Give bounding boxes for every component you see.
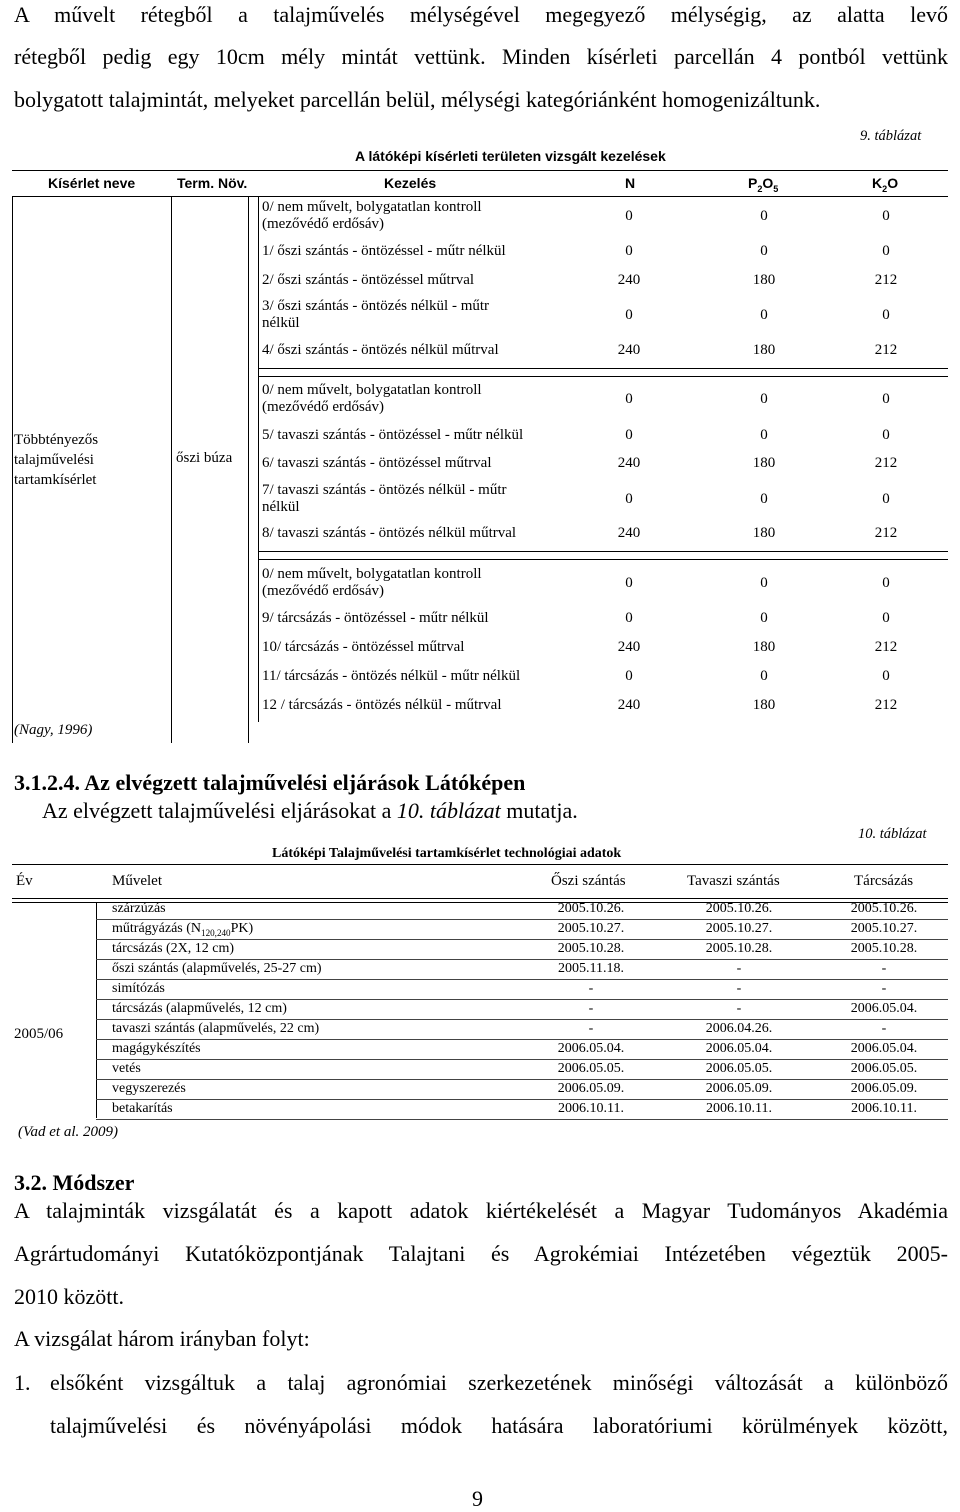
- table9-row-4-k: 212: [874, 342, 898, 358]
- table10-row-cell-b: -: [736, 1001, 742, 1016]
- table10-header-rule: [12, 898, 948, 899]
- intro-line-3: bolygatott talajmintát, melyeket parcellán belül, mélységi kategóriánként homogenizáltunk.: [14, 87, 821, 112]
- method-item-1a: elsőként vizsgáltuk a talaj agronómiai szerkezetének minőségi változását a különböző: [50, 1370, 948, 1395]
- table9-header-kiserlet: Kísérlet neve: [48, 175, 136, 191]
- table9-row-13-treatment: 11/ tárcsázás - öntözés nélkül - műtr nélkül: [262, 668, 521, 684]
- table10-label: 10. táblázat: [858, 826, 927, 842]
- table9-row-8-n: 0: [625, 491, 633, 507]
- table9-top-rule: [12, 170, 948, 171]
- table9-row-1-p: 0: [760, 243, 768, 259]
- table9-row-9-k: 212: [874, 525, 898, 541]
- table9-row-1-treatment: 1/ őszi szántás - öntözéssel - műtr nélkül: [262, 243, 506, 259]
- table9-row-7-n: 240: [617, 455, 641, 471]
- table9-row-2-n: 240: [617, 272, 641, 288]
- table10-row-cell-b: -: [736, 961, 742, 976]
- table10-row-cell-c: 2005.10.26.: [850, 901, 918, 916]
- table10-year: 2005/06: [14, 1026, 64, 1042]
- table9-row-1-k: 0: [882, 243, 890, 259]
- table10-row-cell-b: 2005.10.27.: [705, 921, 773, 936]
- section-heading: 3.1.2.4. Az elvégzett talajművelési eljárások Látóképen: [14, 770, 526, 795]
- table10-row-cell-a: 2006.05.05.: [557, 1061, 625, 1076]
- table9-row-10-n: 0: [625, 575, 633, 591]
- method-line-1: A talajminták vizsgálatát és a kapott adatok kiértékelését a Magyar Tudományos Akadémia: [14, 1198, 948, 1223]
- table10-row-operation: simítózás: [112, 981, 165, 996]
- table10-row-cell-c: 2006.05.04.: [850, 1041, 918, 1056]
- method-item-number: 1.: [14, 1370, 31, 1395]
- table10-row-operation: őszi szántás (alapművelés, 25-27 cm): [112, 961, 322, 976]
- table9-row-8-p: 0: [760, 491, 768, 507]
- table9-crop: őszi búza: [176, 450, 233, 466]
- table9-row-2-p: 180: [752, 272, 776, 288]
- table9-row-9-p: 180: [752, 525, 776, 541]
- table9-row-13-p: 0: [760, 668, 768, 684]
- table10-top-rule: [12, 864, 948, 865]
- table10-row-rule: [96, 999, 948, 1000]
- table10-row-cell-a: 2006.05.09.: [557, 1081, 625, 1096]
- table10-header-tavasz: Tavaszi szántás: [687, 873, 780, 889]
- table9-header-k2o: $K_2O$: [872, 175, 899, 194]
- table9-row-11-treatment: 9/ tárcsázás - öntözéssel - műtr nélkül: [262, 610, 489, 626]
- table9-row-0-n: 0: [625, 208, 633, 224]
- table9-row-6-n: 0: [625, 427, 633, 443]
- table9-row-8-k: 0: [882, 491, 890, 507]
- table10-row-rule: [96, 1079, 948, 1080]
- table9-row-4-n: 240: [617, 342, 641, 358]
- intro-line-1: A művelt rétegből a talajművelés mélységével megegyező mélységig, az alatta levő: [14, 2, 948, 27]
- table9-row-10-p: 0: [760, 575, 768, 591]
- table9-row-5-treatment: 0/ nem művelt, bolygatatlan kontroll (mezővédő erdősáv): [262, 382, 482, 415]
- table10-row-rule: [96, 939, 948, 940]
- table9-row-0-p: 0: [760, 208, 768, 224]
- table9-row-4-treatment: 4/ őszi szántás - öntözés nélkül műtrval: [262, 342, 499, 358]
- table9-row-3-k: 0: [882, 307, 890, 323]
- table10-title: Látóképi Talajművelési tartamkísérlet technológiai adatok: [272, 846, 622, 861]
- table10-row-cell-c: 2006.05.09.: [850, 1081, 918, 1096]
- table10-row-cell-a: -: [588, 1021, 594, 1036]
- table10-row-cell-a: 2005.10.27.: [557, 921, 625, 936]
- table9-row-14-k: 212: [874, 697, 898, 713]
- table9-header-term: Term. Növ.: [177, 175, 248, 191]
- table10-header-osz: Őszi szántás: [551, 873, 626, 889]
- table10-row-cell-a: 2005.10.28.: [557, 941, 625, 956]
- table10-row-cell-b: 2006.05.04.: [705, 1041, 773, 1056]
- table10-header-muvelet: Művelet: [112, 873, 162, 889]
- table9-header-kezeles: Kezelés: [384, 175, 437, 191]
- table9-row-2-treatment: 2/ őszi szántás - öntözéssel műtrval: [262, 272, 475, 288]
- table9-row-9-treatment: 8/ tavaszi szántás - öntözés nélkül műtrval: [262, 525, 517, 541]
- table9-row-6-treatment: 5/ tavaszi szántás - öntözéssel - műtr nélkül: [262, 427, 524, 443]
- table10-row-cell-c: -: [881, 1021, 887, 1036]
- table9-block2-rule: [258, 551, 948, 552]
- table10-row-operation: tárcsázás (alapművelés, 12 cm): [112, 1001, 287, 1016]
- table10-header-tarcsa: Tárcsázás: [854, 873, 914, 889]
- table10-row-rule: [96, 919, 948, 920]
- table9-row-13-k: 0: [882, 668, 890, 684]
- table10-year-rule: [96, 902, 97, 1118]
- table10-row-cell-a: -: [588, 981, 594, 996]
- table10-row-cell-a: 2006.05.04.: [557, 1041, 625, 1056]
- table10-row-operation: betakarítás: [112, 1101, 173, 1116]
- table9-left-rule: [12, 197, 13, 743]
- table9-row-12-n: 240: [617, 639, 641, 655]
- table10-row-cell-c: -: [881, 981, 887, 996]
- table10-row-rule: [96, 959, 948, 960]
- table9-header-n: N: [625, 175, 636, 191]
- table10-source: (Vad et al. 2009): [18, 1124, 118, 1140]
- table9-row-12-k: 212: [874, 639, 898, 655]
- table10-row-operation: magágykészítés: [112, 1041, 201, 1056]
- table10-row-cell-b: 2005.10.28.: [705, 941, 773, 956]
- table9-label: 9. táblázat: [860, 128, 922, 144]
- table10-row-cell-b: 2005.10.26.: [705, 901, 773, 916]
- table9-row-3-treatment: 3/ őszi szántás - öntözés nélkül - műtr nélkül: [262, 298, 490, 331]
- table10-row-cell-a: 2005.11.18.: [558, 961, 624, 976]
- table9-experiment-name: Többtényezős talajművelési tartamkísérlet: [14, 432, 99, 488]
- page-number: 9: [472, 1486, 483, 1511]
- table9-kezeles-left-rule: [258, 197, 259, 722]
- table9-row-14-treatment: 12 / tárcsázás - öntözés nélkül - műtrval: [262, 697, 502, 713]
- section-line: Az elvégzett talajművelési eljárásokat a 10. táblázat mutatja.: [42, 798, 578, 823]
- table10-row-operation: tárcsázás (2X, 12 cm): [112, 941, 235, 956]
- table10-row-cell-b: -: [736, 981, 742, 996]
- table10-row-operation: műtrágyázás $(N_{120,240}PK)$: [112, 921, 254, 938]
- table10-row-cell-b: 2006.05.09.: [705, 1081, 773, 1096]
- table10-row-operation: tavaszi szántás (alapművelés, 22 cm): [112, 1021, 320, 1036]
- table9-row-8-treatment: 7/ tavaszi szántás - öntözés nélkül - műtr nélkül: [262, 482, 507, 515]
- table9-header-p2o5: $P_2O_5$: [748, 175, 779, 194]
- table10-row-cell-c: 2006.05.05.: [850, 1061, 918, 1076]
- table10-row-operation: vegyszerezés: [112, 1081, 186, 1096]
- table9-row-11-k: 0: [882, 610, 890, 626]
- table9-block1-rule-b: [258, 376, 948, 377]
- table10-row-rule: [96, 1019, 948, 1020]
- table9-row-0-k: 0: [882, 208, 890, 224]
- intro-line-2: rétegből pedig egy 10cm mély mintát vettünk. Minden kísérleti parcellán 4 pontból vettünk: [14, 44, 948, 69]
- table10-row-rule: [96, 979, 948, 980]
- table9-row-14-n: 240: [617, 697, 641, 713]
- table9-title: A látóképi kísérleti területen vizsgált kezelések: [355, 148, 666, 164]
- table10-row-cell-a: 2005.10.26.: [557, 901, 625, 916]
- table10-row-rule: [96, 1099, 948, 1100]
- table10-row-cell-b: 2006.05.05.: [705, 1061, 773, 1076]
- table9-row-7-k: 212: [874, 455, 898, 471]
- table9-row-6-p: 0: [760, 427, 768, 443]
- table9-crop-left-rule: [171, 197, 172, 743]
- table10-row-cell-c: 2006.10.11.: [851, 1101, 917, 1116]
- table9-row-12-treatment: 10/ tárcsázás - öntözéssel műtrval: [262, 639, 465, 655]
- table10-row-cell-c: 2006.05.04.: [850, 1001, 918, 1016]
- table9-row-2-k: 212: [874, 272, 898, 288]
- table9-row-14-p: 180: [752, 697, 776, 713]
- table9-crop-right-rule: [248, 197, 249, 743]
- method-heading: 3.2. Módszer: [14, 1170, 135, 1195]
- table10-header-ev: Év: [16, 873, 33, 889]
- table9-row-7-treatment: 6/ tavaszi szántás - öntözéssel műtrval: [262, 455, 492, 471]
- table10-row-cell-a: 2006.10.11.: [558, 1101, 624, 1116]
- table10-row-rule: [96, 1059, 948, 1060]
- table9-row-7-p: 180: [752, 455, 776, 471]
- table9-row-11-p: 0: [760, 610, 768, 626]
- table10-row-cell-c: 2005.10.28.: [850, 941, 918, 956]
- table10-row-cell-c: 2005.10.27.: [850, 921, 918, 936]
- method-line-2: Agrártudományi Kutatóközpontjának Talajtani és Agrokémiai Intézetében végeztük 2005-: [14, 1241, 948, 1266]
- table9-row-10-treatment: 0/ nem művelt, bolygatatlan kontroll (mezővédő erdősáv): [262, 566, 482, 599]
- table10-row-cell-c: -: [881, 961, 887, 976]
- table9-header-rule: [12, 196, 948, 197]
- table9-row-12-p: 180: [752, 639, 776, 655]
- table9-row-0-treatment: 0/ nem művelt, bolygatatlan kontroll (mezővédő erdősáv): [262, 199, 482, 232]
- table10-row-cell-b: 2006.04.26.: [705, 1021, 773, 1036]
- table10-row-cell-b: 2006.10.11.: [706, 1101, 772, 1116]
- table9-row-3-n: 0: [625, 307, 633, 323]
- table9-row-11-n: 0: [625, 610, 633, 626]
- table9-row-10-k: 0: [882, 575, 890, 591]
- table9-row-6-k: 0: [882, 427, 890, 443]
- method-line-4: A vizsgálat három irányban folyt:: [14, 1326, 310, 1351]
- table10-row-operation: szárzúzás: [112, 901, 166, 916]
- table10-row-rule: [96, 1119, 948, 1120]
- table10-row-rule: [96, 1039, 948, 1040]
- table9-row-13-n: 0: [625, 668, 633, 684]
- table9-block1-rule: [258, 368, 948, 369]
- table9-row-5-p: 0: [760, 391, 768, 407]
- table10-row-operation: vetés: [112, 1061, 141, 1076]
- table9-block2-rule-b: [258, 559, 948, 560]
- table9-row-4-p: 180: [752, 342, 776, 358]
- method-line-3: 2010 között.: [14, 1284, 124, 1309]
- table9-row-5-n: 0: [625, 391, 633, 407]
- table9-source: (Nagy, 1996): [14, 722, 93, 738]
- table9-row-1-n: 0: [625, 243, 633, 259]
- method-item-1b: talajművelési és növényápolási módok hatására laboratóriumi körülmények között,: [50, 1413, 948, 1438]
- table9-row-5-k: 0: [882, 391, 890, 407]
- table9-row-9-n: 240: [617, 525, 641, 541]
- table9-row-3-p: 0: [760, 307, 768, 323]
- table10-row-cell-a: -: [588, 1001, 594, 1016]
